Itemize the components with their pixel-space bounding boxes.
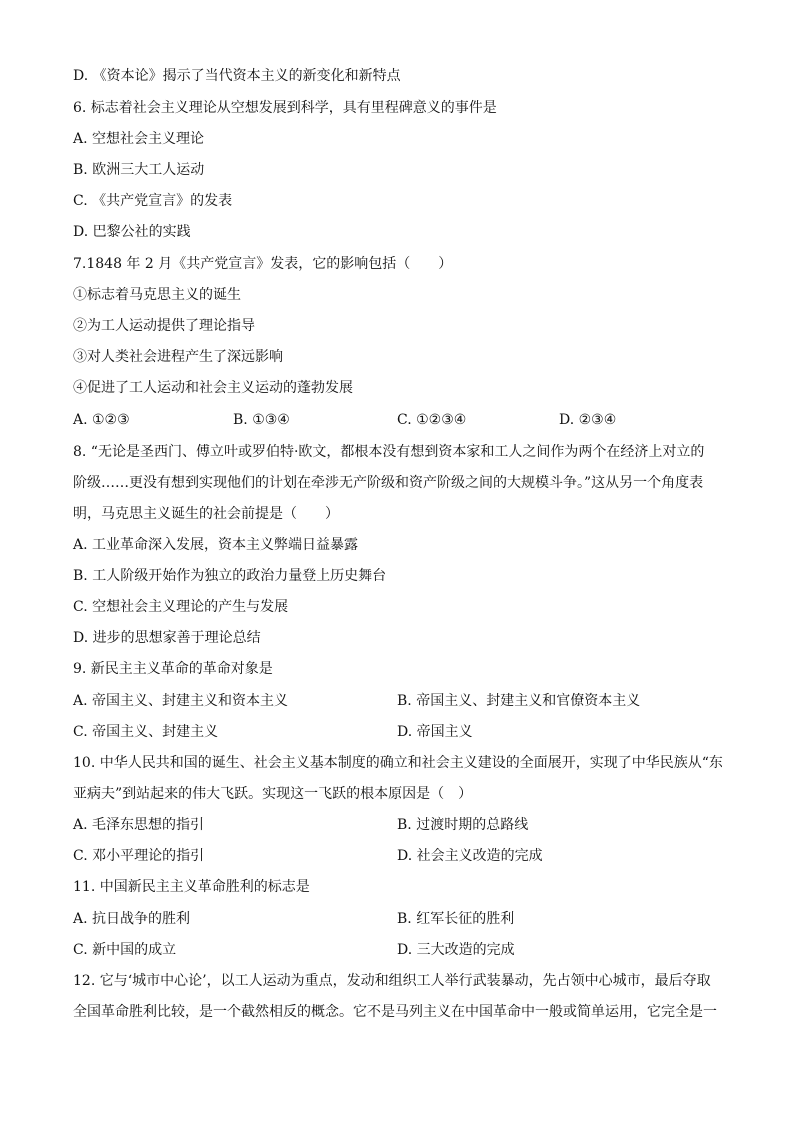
q10-stem-line-2: 亚病夫”到站起来的伟大飞跃。实现这一飞跃的根本原因是（ ） [73, 786, 473, 802]
q7-stem: 7.1848 年 2 月《共产党宣言》发表，它的影响包括（ ） [73, 256, 453, 272]
q9-option-a: A. 帝国主义、封建主义和资本主义 [73, 693, 289, 709]
q7-option-a: A. ①②③ [73, 412, 130, 428]
q6-option-b: B. 欧洲三大工人运动 [73, 162, 205, 178]
q9-option-d: D. 帝国主义 [397, 724, 473, 740]
q10-option-d: D. 社会主义改造的完成 [397, 848, 543, 864]
q9-stem: 9. 新民主主义革命的革命对象是 [73, 661, 273, 677]
q10-option-b: B. 过渡时期的总路线 [397, 817, 529, 833]
q8-stem-line-1: 8. “无论是圣西门、傅立叶或罗伯特·欧文，都根本没有想到资本家和工人之间作为两个在经济上对立的 [73, 444, 705, 460]
q11-stem: 11. 中国新民主主义革命胜利的标志是 [73, 879, 310, 895]
q12-stem-line-2: 全国革命胜利比较，是一个截然相反的概念。它不是马列主义在中国革命中一般或简单运用，它完全是一 [73, 1004, 717, 1020]
q6-option-a: A. 空想社会主义理论 [73, 131, 205, 147]
q7-item-1: ①标志着马克思主义的诞生 [73, 287, 241, 303]
q10-option-a: A. 毛泽东思想的指引 [73, 817, 205, 833]
q9-option-c: C. 帝国主义、封建主义 [73, 724, 219, 740]
q7-option-d: D. ②③④ [559, 412, 617, 428]
q8-stem-line-3: 明，马克思主义诞生的社会前提是（ ） [73, 506, 339, 522]
q7-option-c: C. ①②③④ [397, 412, 467, 428]
q6-option-d: D. 巴黎公社的实践 [73, 224, 191, 240]
q11-option-a: A. 抗日战争的胜利 [73, 911, 191, 927]
q6-option-c: C. 《共产党宣言》的发表 [73, 193, 233, 209]
q8-option-d: D. 进步的思想家善于理论总结 [73, 630, 261, 646]
q7-item-2: ②为工人运动提供了理论指导 [73, 318, 255, 334]
q12-stem-line-1: 12. 它与‘城市中心论’，以工人运动为重点，发动和组织工人举行武装暴动，先占领中心城市，最后夺取 [73, 973, 711, 989]
q11-option-b: B. 红军长征的胜利 [397, 911, 515, 927]
q5-option-d: D. 《资本论》揭示了当代资本主义的新变化和新特点 [73, 68, 401, 84]
q7-option-b: B. ①③④ [233, 412, 290, 428]
q8-option-b: B. 工人阶级开始作为独立的政治力量登上历史舞台 [73, 568, 387, 584]
q7-item-4: ④促进了工人运动和社会主义运动的蓬勃发展 [73, 380, 353, 396]
q10-option-c: C. 邓小平理论的指引 [73, 848, 205, 864]
q8-stem-line-2: 阶级……更没有想到实现他们的计划在牵涉无产阶级和资产阶级之间的大规模斗争。”这从另一个角度表 [73, 475, 704, 491]
q10-stem-line-1: 10. 中华人民共和国的诞生、社会主义基本制度的确立和社会主义建设的全面展开，实现了中华民族从“东 [73, 755, 723, 771]
q8-option-a: A. 工业革命深入发展，资本主义弊端日益暴露 [73, 537, 359, 553]
q11-option-c: C. 新中国的成立 [73, 942, 177, 958]
q6-stem: 6. 标志着社会主义理论从空想发展到科学，具有里程碑意义的事件是 [73, 100, 497, 116]
q8-option-c: C. 空想社会主义理论的产生与发展 [73, 599, 289, 615]
q7-item-3: ③对人类社会进程产生了深远影响 [73, 349, 283, 365]
q11-option-d: D. 三大改造的完成 [397, 942, 515, 958]
q9-option-b: B. 帝国主义、封建主义和官僚资本主义 [397, 693, 641, 709]
